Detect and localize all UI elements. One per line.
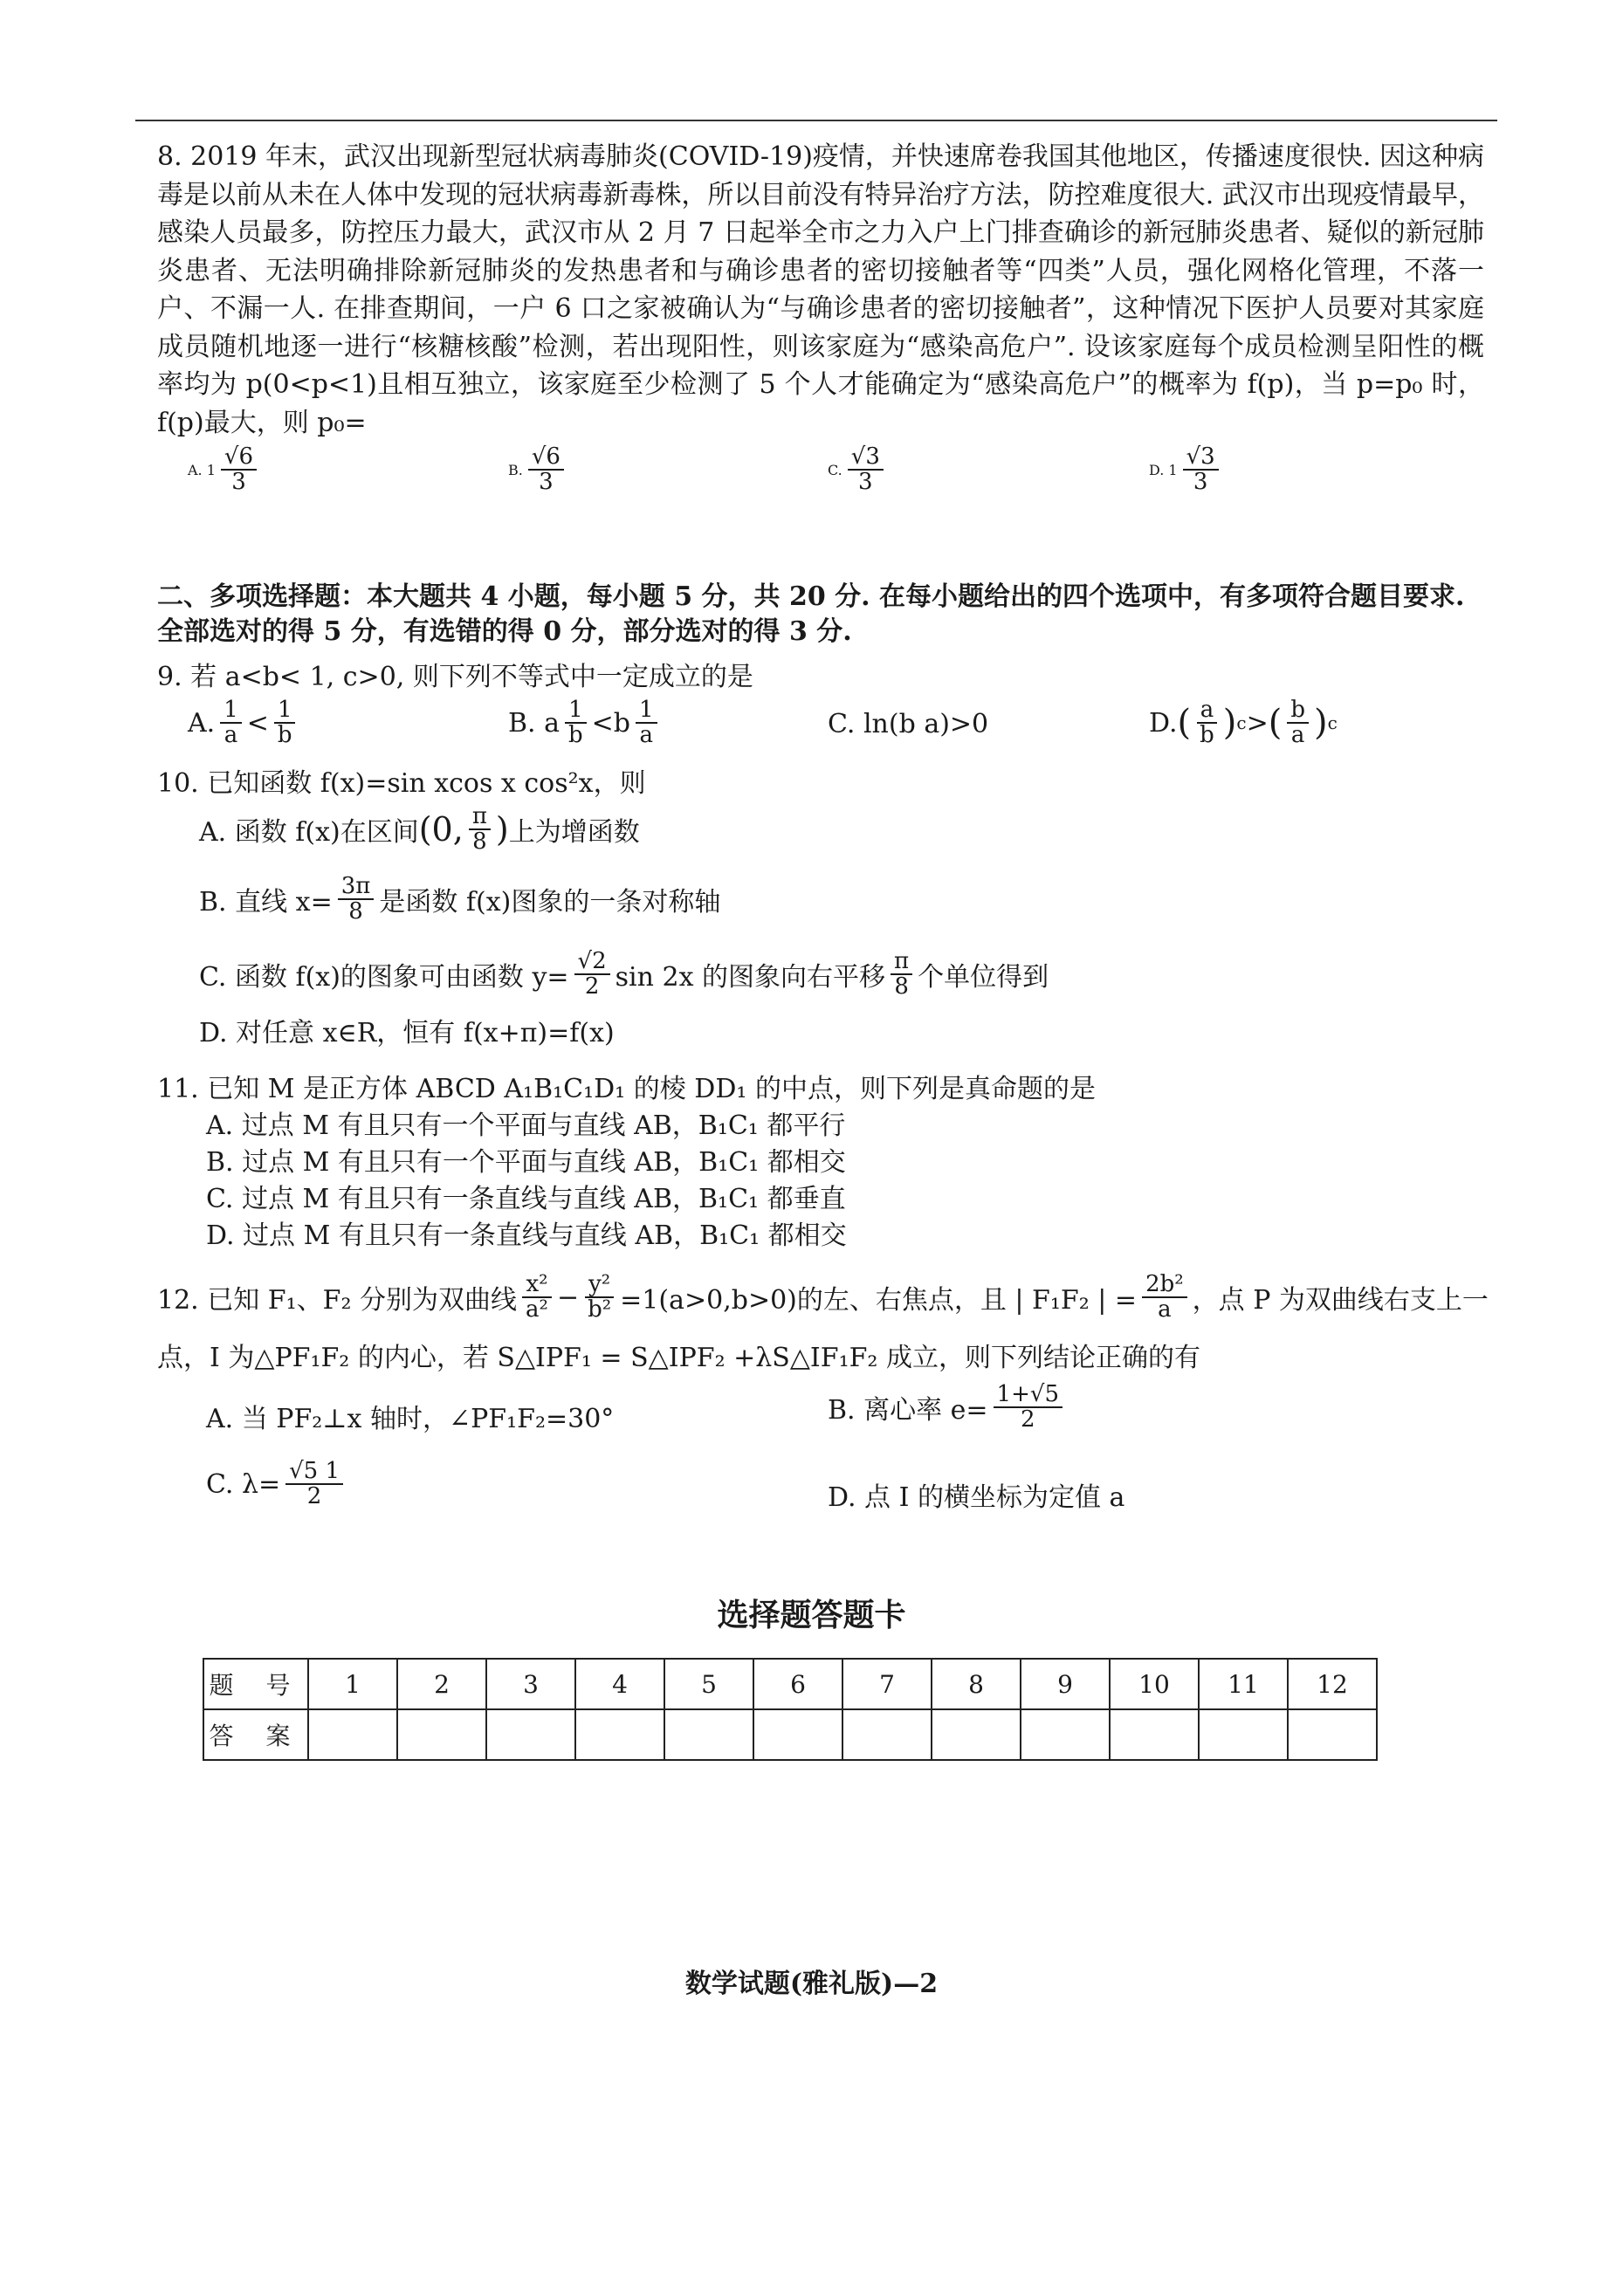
q12-b-frac: $\frac{1+√5}{2}$ bbox=[994, 1383, 1063, 1433]
answer-number-cell: 5 bbox=[664, 1659, 753, 1709]
answer-number-cell: 4 bbox=[575, 1659, 664, 1709]
answer-number-cell: 9 bbox=[1021, 1659, 1110, 1709]
q12-option-c[interactable]: C. λ= $\frac{√5 1}{2}$ bbox=[206, 1460, 348, 1509]
q9-d-frac1: $\frac{a}{b}$ bbox=[1196, 698, 1218, 748]
q12-frac-f1f2: $\frac{\text{2b²}}{a}$ bbox=[1142, 1273, 1187, 1323]
answer-card-answer-row bbox=[203, 1709, 1377, 1760]
q8-option-d[interactable]: D. 1 $\frac{√3}{3}$ bbox=[1149, 445, 1224, 495]
q8-option-d-fraction: $\frac{√3}{3}$ bbox=[1183, 445, 1219, 495]
answer-input-cell[interactable] bbox=[308, 1709, 397, 1760]
answer-card-table bbox=[203, 1658, 1378, 1761]
q9-option-d[interactable]: D. ( $\frac{a}{b}$ ) c > ( $\frac{b}{a}$ ) c bbox=[1149, 697, 1338, 749]
answer-number-cell: 12 bbox=[1288, 1659, 1377, 1709]
q12-frac-x: $\frac{\text{x²}}{\text{a²}}$ bbox=[522, 1273, 552, 1323]
answer-number-cell: 1 bbox=[308, 1659, 397, 1709]
q10-c-frac1: $\frac{√2}{2}$ bbox=[574, 950, 610, 1000]
q12-stem-line2: 点，I 为△PF₁F₂ 的内心，若 S△IPF₁ = S△IPF₂ +λS△IF₁F₂ 成立，则下列结论正确的有 bbox=[157, 1343, 1200, 1373]
q12-option-a[interactable]: A. 当 PF₂⊥x 轴时，∠PF₁F₂=30° bbox=[206, 1404, 615, 1434]
q12-c-frac: $\frac{√5 1}{2}$ bbox=[285, 1460, 343, 1509]
q9-a-frac1: $\frac{1}{a}$ bbox=[220, 698, 242, 748]
section2-heading: 二、多项选择题：本大题共 4 小题，每小题 5 分，共 20 分. 在每小题给出的四个选项中，有多项符合题目要求. 全部选对的得 5 分，有选错的得 0 分，部分选对的得 3 分. bbox=[157, 581, 1465, 647]
q8-option-c[interactable]: C. $\frac{√3}{3}$ bbox=[828, 445, 889, 495]
answer-input-cell[interactable] bbox=[842, 1709, 932, 1760]
q11-option-b[interactable]: B. 过点 M 有且只有一个平面与直线 AB，B₁C₁ 都相交 bbox=[206, 1147, 846, 1178]
q11-option-c[interactable]: C. 过点 M 有且只有一条直线与直线 AB，B₁C₁ 都垂直 bbox=[206, 1184, 846, 1214]
answer-number-cell: 2 bbox=[397, 1659, 486, 1709]
q9-b-frac1: $\frac{1}{b}$ bbox=[565, 698, 587, 748]
answer-input-cell[interactable] bbox=[397, 1709, 486, 1760]
q11-option-d[interactable]: D. 过点 M 有且只有一条直线与直线 AB，B₁C₁ 都相交 bbox=[206, 1220, 847, 1251]
answer-card-title: 选择题答题卡 bbox=[717, 1597, 906, 1633]
q8-option-a-fraction: $\frac{√6}{3}$ bbox=[221, 445, 257, 495]
q8-option-b-fraction: $\frac{√6}{3}$ bbox=[528, 445, 564, 495]
answer-input-cell[interactable] bbox=[486, 1709, 575, 1760]
answer-card-row2-label: 答 案 bbox=[203, 1709, 308, 1760]
q9-option-b[interactable]: B. a $\frac{1}{b}$ <b $\frac{1}{a}$ bbox=[508, 698, 663, 748]
answer-number-cell: 8 bbox=[932, 1659, 1021, 1709]
q11-stem: 11. 已知 M 是正方体 ABCD A₁B₁C₁D₁ 的棱 DD₁ 的中点，则下列是真命题的是 bbox=[157, 1074, 1096, 1104]
answer-input-cell[interactable] bbox=[1288, 1709, 1377, 1760]
answer-input-cell[interactable] bbox=[664, 1709, 753, 1760]
q10-stem: 10. 已知函数 f(x)=sin xcos x cos²x，则 bbox=[157, 768, 646, 799]
q9-a-frac2: $\frac{1}{b}$ bbox=[274, 698, 296, 748]
answer-input-cell[interactable] bbox=[1021, 1709, 1110, 1760]
q10-option-c[interactable]: C. 函数 f(x)的图象可由函数 y= $\frac{√2}{2}$ sin 2x 的图象向右平移 $\frac{\pi}{8}$ 个单位得到 bbox=[199, 948, 1049, 1000]
answer-number-cell: 7 bbox=[842, 1659, 932, 1709]
q10-option-d[interactable]: D. 对任意 x∈R，恒有 f(x+π)=f(x) bbox=[199, 1018, 615, 1048]
q10-option-a[interactable]: A. 函数 f(x)在区间 (0, $\frac{\pi}{8}$ ) 上为增函数 bbox=[199, 803, 640, 856]
q12-stem-line1: 12. 已知 F₁、F₂ 分别为双曲线 $\frac{\text{x²}}{\text{a²}}$ − $\frac{\text{y²}}{\text{b²}}$ =1(a>0,b>0)的左、右焦点，且 | F₁F₂ | = $\frac{\text{2b²}}{a}$ ，点 P 为双曲线右支上一 bbox=[157, 1271, 1489, 1323]
q8-stem: 8. 2019 年末，武汉出现新型冠状病毒肺炎(COVID-19)疫情，并快速席卷我国其他地区，传播速度很快. 因这种病毒是以前从未在人体中发现的冠状病毒新毒株，所以目前没有特异治疗方法，防控难度很大. 武汉市出现疫情最早，感染人员最多，防控压力最大，武汉市从 2 月 7 日起举全市之力入户上门排查确诊的新冠肺炎患者、疑似的新冠肺炎患者、无法明确排除新冠肺炎的发热患者和与确诊患者的密切接触者等“四类”人员，强化网格化管理，不落一户、不漏一人. 在排查期间，一户 6 口之家被确认为“与确诊患者的密切接触者”，这种情况下医护人员要对其家庭成员随机地逐一进行“核糖核酸”检测，若出现阳性，则该家庭为“感染高危户”. 设该家庭每个成员检测呈阳性的概率均为 p(0<p<1)且相互独立，该家庭至少检测了 5 个人才能确定为“感染高危户”的概率为 f(p)，当 p=p₀ 时，f(p)最大，则 p₀= bbox=[157, 141, 1484, 438]
answer-input-cell[interactable] bbox=[932, 1709, 1021, 1760]
q12-option-b[interactable]: B. 离心率 e= $\frac{1+√5}{2}$ bbox=[828, 1383, 1068, 1433]
q9-option-c[interactable]: C. ln(b a)>0 bbox=[828, 709, 989, 739]
answer-card-number-row bbox=[203, 1659, 1377, 1709]
answer-number-cell: 3 bbox=[486, 1659, 575, 1709]
q8-option-b[interactable]: B. $\frac{√6}{3}$ bbox=[508, 445, 569, 495]
answer-number-cell: 10 bbox=[1110, 1659, 1199, 1709]
page-footer: 数学试题(雅礼版)—2 bbox=[684, 1969, 939, 1999]
answer-input-cell[interactable] bbox=[575, 1709, 664, 1760]
answer-card-row1-label: 题 号 bbox=[203, 1659, 308, 1709]
q8-option-c-fraction: $\frac{√3}{3}$ bbox=[848, 445, 884, 495]
answer-input-cell[interactable] bbox=[1110, 1709, 1199, 1760]
q10-c-frac2: $\frac{\pi}{8}$ bbox=[891, 950, 912, 1000]
q12-frac-y: $\frac{\text{y²}}{\text{b²}}$ bbox=[584, 1273, 615, 1323]
q9-stem: 9. 若 a<b< 1, c>0, 则下列不等式中一定成立的是 bbox=[157, 662, 753, 692]
q11-option-a[interactable]: A. 过点 M 有且只有一个平面与直线 AB，B₁C₁ 都平行 bbox=[206, 1110, 846, 1141]
q9-option-a[interactable]: A. $\frac{1}{a}$ < $\frac{1}{b}$ bbox=[188, 698, 301, 748]
answer-input-cell[interactable] bbox=[753, 1709, 842, 1760]
answer-number-cell: 11 bbox=[1199, 1659, 1288, 1709]
q10-b-frac: $\frac{3\pi}{8}$ bbox=[338, 875, 375, 925]
q9-d-frac2: $\frac{b}{a}$ bbox=[1287, 698, 1309, 748]
answer-input-cell[interactable] bbox=[1199, 1709, 1288, 1760]
q12-option-d[interactable]: D. 点 I 的横坐标为定值 a bbox=[828, 1482, 1125, 1513]
q10-option-b[interactable]: B. 直线 x= $\frac{3\pi}{8}$ 是函数 f(x)图象的一条对称轴 bbox=[199, 873, 721, 925]
q10-a-frac: $\frac{\pi}{8}$ bbox=[469, 805, 491, 855]
q9-b-frac2: $\frac{1}{a}$ bbox=[636, 698, 657, 748]
answer-number-cell: 6 bbox=[753, 1659, 842, 1709]
top-rule bbox=[135, 120, 1497, 121]
q8-option-a[interactable]: A. 1 $\frac{√6}{3}$ bbox=[188, 445, 262, 495]
